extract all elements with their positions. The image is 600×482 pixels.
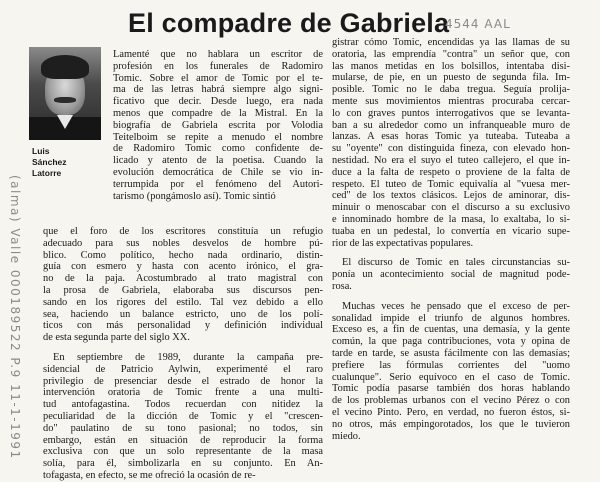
article-text-line: de los problemas urbanos con el vecino Pérez o con: [332, 395, 570, 407]
article-text-line: tarde en tarde, se asusta fácilmente con las demasías;: [332, 347, 570, 359]
article-text-line: biografía de Gabriela escrita por Volodia: [113, 119, 323, 131]
article-text-line: sea, haciendo un balance estricto, uno de los polí-: [43, 308, 323, 320]
article-text-line: su "oyente" con distinguida fineza, con elevado hon-: [332, 143, 570, 155]
column-1-top: [113, 49, 323, 202]
article-text-line: solía, para él, simbolizarla en su conjunto. En An-: [43, 458, 323, 470]
author-byline: [32, 146, 92, 179]
article-text-line: las manos metidas en los bolsillos, intentaba disi-: [332, 60, 570, 72]
article-text-line: duce a la falta de respeto o proviene de la falta de: [332, 166, 570, 178]
article-text-line: lo con graves puntos interrogativos que se levanta-: [332, 107, 570, 119]
article-text-line: lanzas. A esas horas Tomic ya tuteaba. Tuteaba a: [332, 131, 570, 143]
article-text-line: ban a su alrededor como un infranqueable muro de: [332, 119, 570, 131]
article-text-line: adecuado para sus nobles desvelos de hombre pú-: [43, 237, 323, 249]
article-text-line: Lamenté que no hablara un escritor de: [113, 49, 323, 60]
article-text-line: minuir o menoscabar con el discurso a su exclusivo: [332, 202, 570, 214]
article-text-line: de Radomiro Tomic como confidente de-: [113, 143, 323, 155]
article-text-line: que el foro de los escritores constituía un refugio: [43, 226, 323, 237]
article-text-line: guía con esmero y hasta con acento irónico, el gra-: [43, 261, 323, 273]
handwritten-margin-note: (alma) Valle 000189522 P.9 11-1-1991: [8, 175, 22, 460]
article-text-line: el vecino Pinto. Pero, en verdad, no fueron éstos, si-: [332, 406, 570, 418]
article-text-line: e innominado hombre de la masa, lo exaltaba, lo si-: [332, 213, 570, 225]
article-text-line: privilegio de presenciar desde el estrado de honor la: [43, 375, 323, 387]
article-text-line: tofagasta, en efecto, se me ofreció la ocasión de re-: [43, 469, 256, 481]
author-name-line: Luis: [32, 146, 50, 156]
article-text-line: de esta segunda parte del siglo XX.: [43, 332, 190, 344]
article-text-line: ficativo que decir. Desde luego, era nada: [113, 96, 323, 108]
author-name-line: Sánchez: [32, 157, 67, 167]
article-text-line: tud antofagastina. Todos recuerdan con nitidez la: [43, 399, 323, 411]
article-text-line: ced" de los textos clásicos. Lejos de aminorar, dis-: [332, 190, 570, 202]
article-text-line: intervención oratoria de Tomic frente a una multi-: [43, 387, 323, 399]
article-text-line: respeto. El tuteo de Tomic equivalía al "vuesa mer-: [332, 178, 570, 190]
article-text-line: ticos con más personalidad y definición individual: [43, 320, 323, 332]
author-photo: [29, 47, 101, 140]
article-text-line: prefiere las fórmulas corrientes del "uomo: [332, 359, 570, 371]
article-text-line: tuaba en un pedestal, lo convertía en vicario supe-: [332, 225, 570, 237]
article-text-line: no de la paja. Acostumbrado al trato magistral con: [43, 273, 323, 285]
article-text-line: tarismo (pongámoslo así). Tomic sintió: [113, 190, 276, 202]
article-text-line: Muchas veces he pensado que el exceso de per-: [342, 300, 570, 312]
article-text-line: Tomic podía pasarse también dos horas hablando: [332, 383, 570, 395]
article-text-line: En septiembre de 1989, durante la campaña pre-: [53, 351, 323, 363]
article-text-line: sonalidad impide el triunfo de algunos hombres.: [332, 312, 570, 324]
article-text-line: blico. Como político, hecho nada ordinario, distin-: [43, 249, 323, 261]
article-text-line: la prosa de Gabriela, elaboraba sus discursos pen-: [43, 284, 323, 296]
article-text-line: peculiaridad de la dicción de Tomic y el "crescen-: [43, 410, 323, 422]
handwritten-annotation-top: 4544 AAL: [445, 17, 511, 31]
article-text-line: licado y atento de la poetisa. Cuando la: [113, 155, 323, 167]
article-text-line: común, la que paga contribuciones, vota y opina de: [332, 336, 570, 348]
column-2: [332, 37, 570, 442]
article-text-line: rior de las expectativas populares.: [332, 237, 474, 249]
article-text-line: profesión en los funerales de Radomiro: [113, 60, 323, 72]
article-title: El compadre de Gabriela: [128, 8, 450, 38]
article-text-line: terrumpida por el fenómeno del Autori-: [113, 178, 323, 190]
article-text-line: El discurso de Tomic en tales circunstancias su-: [342, 257, 570, 269]
article-text-line: posible. Tomic no le daba tregua. Seguía prolija-: [332, 84, 570, 96]
article-text-line: mularse, de pie, en un puesto de segunda fila. Im-: [332, 72, 570, 84]
article-text-line: ponía un acontecimiento social de magnitud pode-: [332, 269, 570, 281]
article-text-line: evolución democrática de Chile se vio in-: [113, 166, 323, 178]
article-text-line: embargo, están en situación de reproducir la forma: [43, 434, 323, 446]
article-text-line: exclusiva con que un solo representante de la masa: [43, 446, 323, 458]
article-text-line: miedo.: [332, 430, 361, 442]
article-text-line: nestidad. No era el suyo el tuteo callejero, el que in-: [332, 154, 570, 166]
article-text-line: rosa.: [332, 280, 352, 292]
article-text-line: Exceso es, a fin de cuentas, una demasía, y la gente: [332, 324, 570, 336]
article-text-line: menos que compadre de la Mistral. En la: [113, 107, 323, 119]
article-text-line: gistrar cómo Tomic, encendidas ya las llamas de su: [332, 37, 570, 48]
article-text-line: sidencial de Patricio Aylwin, experimenté el raro: [43, 363, 323, 375]
article-text-line: oratoria, las emprendía "contra" un señor que, con: [332, 48, 570, 60]
article-text-line: no otros, más empingorotados, los que le tuvieron: [332, 418, 570, 430]
article-text-line: sando en los rigores del estilo. Tal vez debido a ello: [43, 296, 323, 308]
column-1-bottom: [43, 226, 323, 482]
article-text-line: ma de las letras habrá siempre algo signi-: [113, 84, 323, 96]
article-text-line: mente sus movimientos mientras procuraba cercar-: [332, 95, 570, 107]
author-name-line: Latorre: [32, 168, 62, 178]
article-text-line: cualunque". Serio equívoco en el caso de Tomic.: [332, 371, 570, 383]
article-text-line: Teitelboim se repite a menudo el nombre: [113, 131, 323, 143]
article-text-line: Tomic. Sobre el amor de Tomic por el te-: [113, 72, 323, 84]
article-text-line: do" paulatino de su tono pasional; no todos, sin: [43, 422, 323, 434]
